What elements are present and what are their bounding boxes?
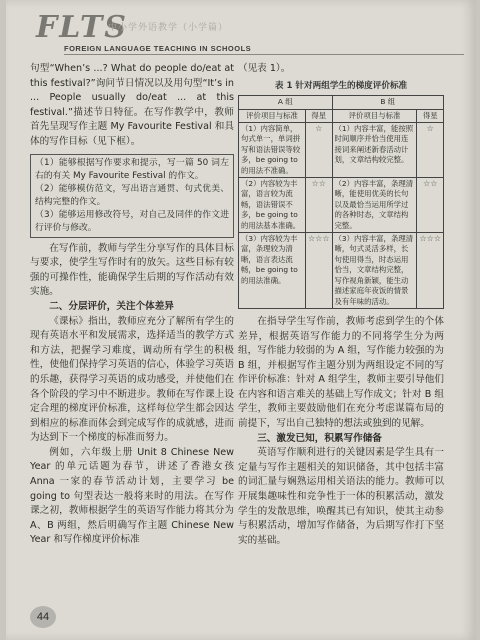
goal-item: （2）能够模仿范文，写出语言通贯、句式优美、结构完整的作文。 [35,183,229,207]
table-row [239,178,444,233]
table-cell: （2）内容较为丰富，语言较为流畅，语法错误不多，be going to 的用法基本准确。 [239,178,306,233]
section-heading: 二、分层评价，关注个体差异 [49,300,174,312]
section-heading: 三、激发已知，积累写作储备 [257,432,382,444]
star-rating: ☆☆☆ [306,233,333,309]
journal-page [6,0,476,640]
table-column-header: 评价项目与标准 [332,109,417,122]
paragraph: （见表 1）。 [238,63,291,74]
table-group-header: A 组 [239,96,333,109]
table-cell: （1）内容丰富，能按照时间顺序并恰当使用连接词来阐述新春活动计划，文章结构较完整。 [332,123,417,178]
evaluation-table [238,95,444,309]
star-rating: ☆☆☆ [417,233,444,309]
star-rating: ☆ [306,123,333,178]
table-group-header: B 组 [332,96,443,109]
paragraph: 例如，六年级上册 Unit 8 Chinese New Year 的单元话题为春节，讲述了香港女孩 Anna 一家的春节活动计划，主要学习 be going to 句型表达一般将来时的用法。在写作课之初，教师根据学生的英语写作能力将其分为 A、B 两组，然后明确写作主题 Chinese New Year 和写作梯度评价标准 [30,446,234,546]
journal-logo: FLTS [36,10,128,45]
table-column-header: 评价项目与标准 [239,109,306,122]
table-row [239,233,444,309]
paragraph: 在写作前，教师与学生分享写作的具体目标与要求，使学生写作时有的放矢。这些目标有较强的可操作性，能确保学生后期的写作活动有效实施。 [30,242,234,298]
star-rating: ☆ [417,123,444,178]
table-caption: 表 1 针对两组学生的梯度评价标准 [274,80,408,91]
table-column-header: 得星 [306,109,333,122]
paragraph: 句型“When’s ...? What do people do/eat at this festival?”询问节日情况以及用句型“It’s in ... People usually do/eat ... at this festival.”描述节日特征。在写作教学中，教师首先呈现写作主题 My Favourite Festival 和具体的写作目标（见下框）。 [30,63,234,147]
table-cell: （1）内容简单，句式单一，单词拼写和语法错误等较多，be going to 的用法不准确。 [239,123,306,178]
star-rating: ☆☆ [417,178,444,233]
paragraph: 《课标》指出，教师应充分了解所有学生的现有英语水平和发展需求，选择适当的教学方式和方法，把握学习难度，调动所有学生的积极性，使他们保持学习英语的信心，体验学习英语的乐趣，获得学习英语的成功感受，并使他们在各个阶段的学习中不断进步。教师在写作课上设定合理的梯度评价标准，这样每位学生都会因达到相应的标准而体会到完成写作的成就感，进而为达到下一个梯度的标准而努力。 [30,315,234,444]
page-number: 44 [30,606,56,628]
table-cell: （3）内容丰富，条理清晰，句式灵活多样，长句使用得当，时态运用恰当，文章结构完整，写作视角新颖，能生动描述家庭年夜饭的情景及有年味的活动。 [332,233,417,309]
goal-item: （3）能够运用修改符号，对自己及同伴的作文进行评价与修改。 [35,209,229,233]
star-rating: ☆☆ [306,178,333,233]
journal-english-title: FOREIGN LANGUAGE TEACHING IN SCHOOLS [64,44,252,53]
masthead-divider [64,54,464,55]
table-cell: （3）内容较为丰富，条理较为清晰，语言表达流畅，be going to 的用法准确。 [239,233,306,309]
goal-item: （1）能够根据写作要求和提示，写一篇 50 词左右的有关 My Favourite Festival 的作文。 [35,157,229,181]
table-column-header: 得星 [417,109,444,122]
writing-goals-box [30,154,234,238]
paragraph: 在指导学生写作前，教师考虑到学生的个体差异，根据英语写作能力的不同将学生分为两组，写作能力较弱的为 A 组，写作能力较强的为 B 组，并根据写作主题分别为两组设定不同的写作评价标准：针对 A 组学生，教师主要引导他们在内容和语言难关的基础上写作成文；针对 B 组学生，教师主要鼓励他们在充分考虑谋篇布局的前提下，写出自己独特的想法或独到的见解。 [238,315,444,430]
journal-chinese-title: 中小学外语教学（小学篇） [108,23,229,33]
table-cell: （2）内容丰富，条理清晰，能使用优美的长句以及最恰当运用所学过的各种时态，文章结构完整。 [332,178,417,233]
left-column [30,62,234,548]
masthead [36,10,466,58]
paragraph: 英语写作顺利进行的关键因素是学生具有一定量与写作主题相关的知识储备，其中包括丰富的词汇量与娴熟运用相关语法的能力。教师可以开展集趣味性和竞争性于一体的积累活动，激发学生的发散思维，唤醒其已有知识，使其主动参与积累活动，增加写作储备，为后期写作打下坚实的基础。 [238,447,444,546]
table-row [239,123,444,178]
right-column [238,62,444,548]
